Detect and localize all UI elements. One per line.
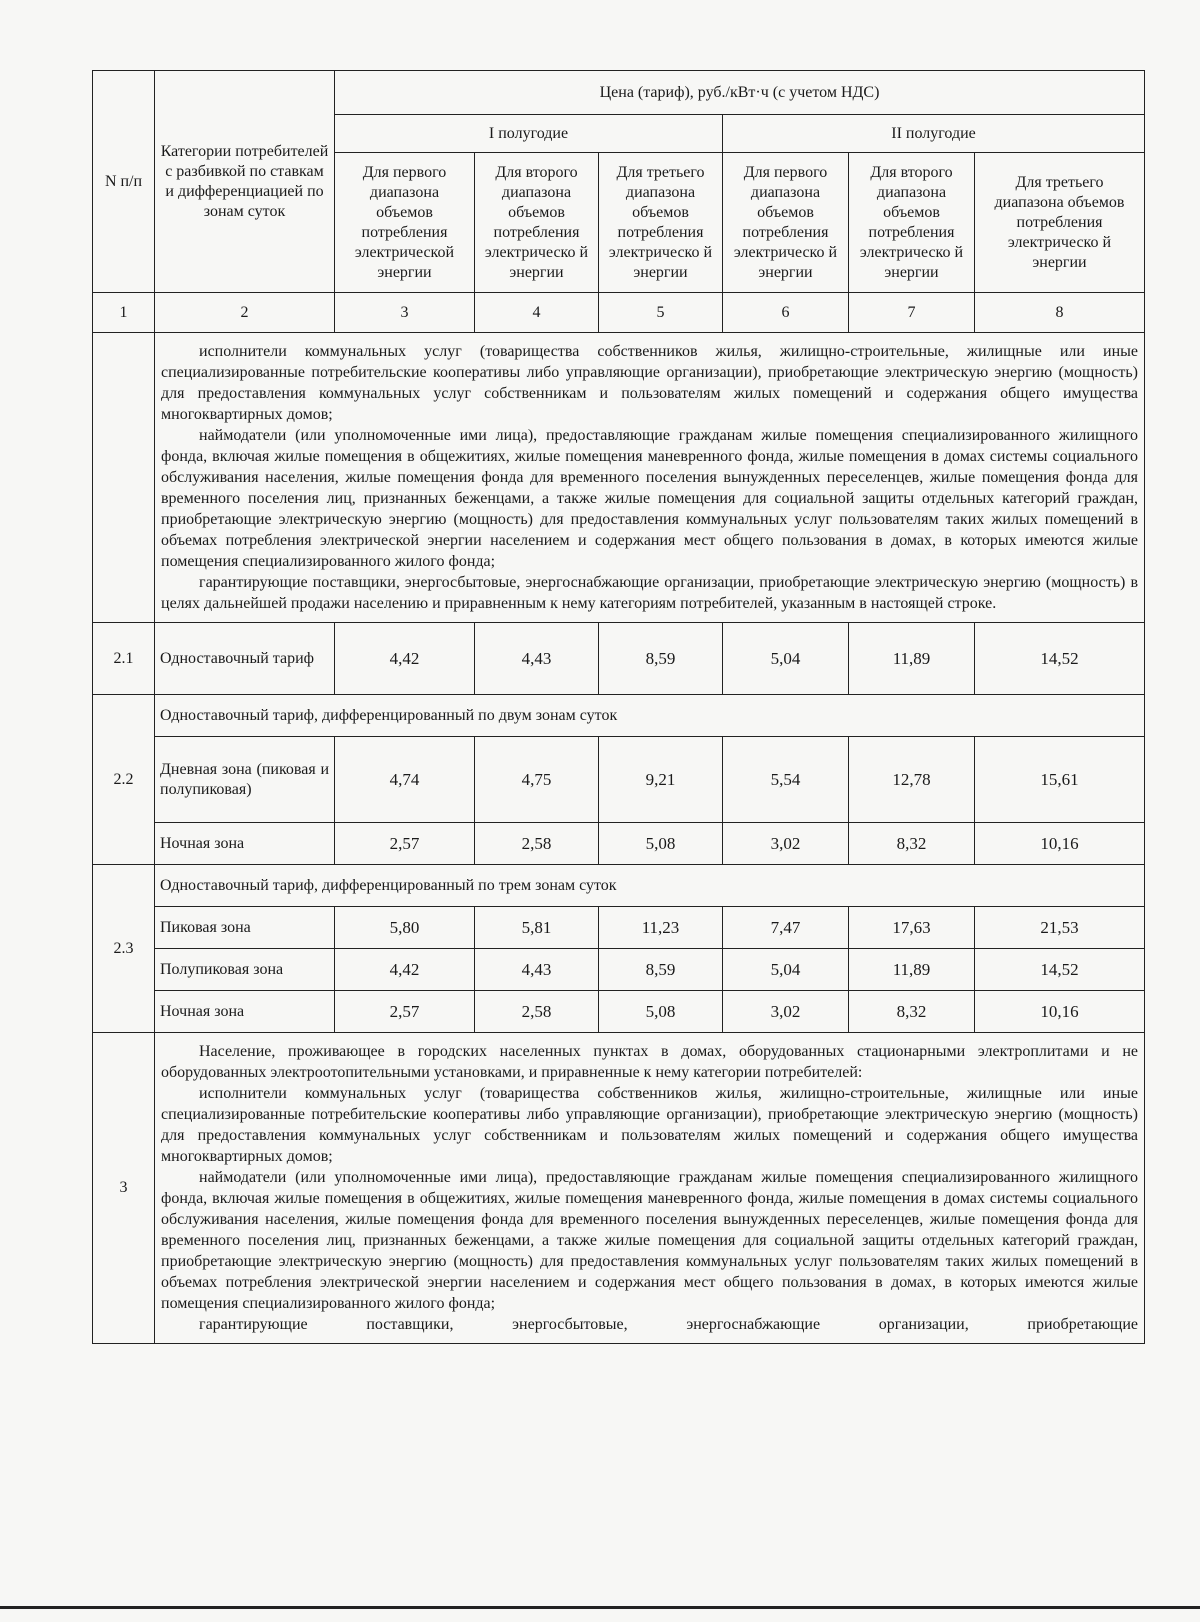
row-number: 2.1 bbox=[93, 623, 155, 695]
value-cell: 11,23 bbox=[599, 907, 723, 949]
value-cell: 15,61 bbox=[975, 737, 1145, 823]
value-cell: 5,08 bbox=[599, 991, 723, 1033]
value-cell: 21,53 bbox=[975, 907, 1145, 949]
row-number: 3 bbox=[93, 1033, 155, 1344]
value-cell: 4,43 bbox=[475, 949, 599, 991]
section-title: Одноставочный тариф, дифференцированный по двум зонам суток bbox=[155, 695, 1145, 737]
paragraph: Население, проживающее в городских населенных пунктах в домах, оборудованных стационарными электроплитами и не оборудованных электроотопительными установками, и приравненные к нему категории потребителей: bbox=[161, 1043, 1139, 1081]
value-cell: 2,58 bbox=[475, 991, 599, 1033]
block2-description-row bbox=[93, 333, 1145, 623]
value-cell: 4,42 bbox=[335, 623, 475, 695]
value-cell: 2,57 bbox=[335, 823, 475, 865]
column-number: 2 bbox=[155, 293, 335, 333]
value-cell: 7,47 bbox=[723, 907, 849, 949]
value-cell: 10,16 bbox=[975, 991, 1145, 1033]
value-cell: 4,42 bbox=[335, 949, 475, 991]
column-number: 6 bbox=[723, 293, 849, 333]
value-cell: 2,58 bbox=[475, 823, 599, 865]
value-cell: 5,04 bbox=[723, 623, 849, 695]
header-range-3: Для третьего диапазона объемов потребления электрическо й энергии bbox=[599, 153, 723, 293]
paragraph: гарантирующие поставщики, энергосбытовые, энергоснабжающие организации, приобретающие bbox=[199, 1316, 1139, 1333]
block2-description bbox=[155, 333, 1145, 623]
value-cell: 4,43 bbox=[475, 623, 599, 695]
row-label: Дневная зона (пиковая и полупиковая) bbox=[155, 737, 335, 823]
paragraph: наймодатели (или уполномоченные ими лица), предоставляющие гражданам жилые помещения специализированного жилищного фонда, включая жилые помещения в общежитиях, жилые помещения маневренного фонда, жилые помещения в домах системы социального обслуживания населения, жилые помещения фонда для временного поселения вынужденных переселенцев, жилые помещения фонда для временного поселения лиц, признанных беженцами, а также жилые помещения для социальной защиты отдельных категорий граждан, приобретающие электрическую энергию (мощность) для предоставления коммунальных услуг пользователям таких жилых помещений в объемах потребления электрической энергии населением и содержания мест общего пользования в домах, в которых имеются жилые помещения специализированного жилого фонда; bbox=[161, 1169, 1139, 1312]
value-cell: 11,89 bbox=[849, 623, 975, 695]
value-cell: 3,02 bbox=[723, 823, 849, 865]
block2-num-cell bbox=[93, 333, 155, 623]
row-label: Одноставочный тариф bbox=[155, 623, 335, 695]
table-row bbox=[93, 737, 1145, 823]
header-num: N п/п bbox=[93, 71, 155, 293]
header-range-2: Для второго диапазона объемов потребления электрическо й энергии bbox=[475, 153, 599, 293]
header-range-5: Для второго диапазона объемов потребления электрическо й энергии bbox=[849, 153, 975, 293]
header-half2: II полугодие bbox=[723, 115, 1145, 153]
paragraph: гарантирующие поставщики, энергосбытовые, энергоснабжающие организации, приобретающие электрическую энергию (мощность) в целях дальнейшей продажи населению и приравненным к нему категориям потребителей, указанным в настоящей строке. bbox=[161, 574, 1139, 612]
column-number: 3 bbox=[335, 293, 475, 333]
value-cell: 12,78 bbox=[849, 737, 975, 823]
value-cell: 9,21 bbox=[599, 737, 723, 823]
value-cell: 14,52 bbox=[975, 623, 1145, 695]
value-cell: 5,81 bbox=[475, 907, 599, 949]
value-cell: 4,75 bbox=[475, 737, 599, 823]
table-row bbox=[93, 865, 1145, 907]
header-range-6: Для третьего диапазона объемов потребления электрическо й энергии bbox=[975, 153, 1145, 293]
column-number: 4 bbox=[475, 293, 599, 333]
paragraph: исполнители коммунальных услуг (товарищества собственников жилья, жилищно-строительные, жилищные или иные специализированные потребительские кооперативы либо управляющие организации), приобретающие электрическую энергию (мощность) для предоставления коммунальных услуг собственникам и пользователям жилых помещений и содержания общего имущества многоквартирных домов; bbox=[161, 343, 1139, 423]
value-cell: 10,16 bbox=[975, 823, 1145, 865]
value-cell: 5,54 bbox=[723, 737, 849, 823]
block3-description-row bbox=[93, 1033, 1145, 1344]
value-cell: 5,08 bbox=[599, 823, 723, 865]
row-label: Ночная зона bbox=[155, 991, 335, 1033]
header-range-1: Для первого диапазона объемов потребления электрической энергии bbox=[335, 153, 475, 293]
row-label: Полупиковая зона bbox=[155, 949, 335, 991]
header-price: Цена (тариф), руб./кВт·ч (с учетом НДС) bbox=[335, 71, 1145, 115]
paragraph: наймодатели (или уполномоченные ими лица), предоставляющие гражданам жилые помещения специализированного жилищного фонда, включая жилые помещения в общежитиях, жилые помещения маневренного фонда, жилые помещения в домах системы социального обслуживания населения, жилые помещения фонда для временного поселения вынужденных переселенцев, жилые помещения фонда для временного поселения лиц, признанных беженцами, а также жилые помещения для социальной защиты отдельных категорий граждан, приобретающие электрическую энергию (мощность) для предоставления коммунальных услуг пользователям таких жилых помещений в объемах потребления электрической энергии населением и содержания мест общего пользования в домах, в которых имеются жилые помещения специализированного жилого фонда; bbox=[161, 427, 1139, 570]
value-cell: 3,02 bbox=[723, 991, 849, 1033]
column-number: 7 bbox=[849, 293, 975, 333]
row-label: Ночная зона bbox=[155, 823, 335, 865]
table-row bbox=[93, 823, 1145, 865]
value-cell: 2,57 bbox=[335, 991, 475, 1033]
row-number: 2.3 bbox=[93, 865, 155, 1033]
value-cell: 5,80 bbox=[335, 907, 475, 949]
row-label: Пиковая зона bbox=[155, 907, 335, 949]
tariff-table bbox=[92, 70, 1145, 1344]
table-row bbox=[93, 623, 1145, 695]
paragraph: исполнители коммунальных услуг (товарищества собственников жилья, жилищно-строительные, жилищные или иные специализированные потребительские кооперативы либо управляющие организации), приобретающие электрическую энергию (мощность) для предоставления коммунальных услуг собственникам и пользователям жилых помещений и содержания общего имущества многоквартирных домов; bbox=[161, 1085, 1139, 1165]
table-row bbox=[93, 907, 1145, 949]
value-cell: 4,74 bbox=[335, 737, 475, 823]
value-cell: 5,04 bbox=[723, 949, 849, 991]
block3-description bbox=[155, 1033, 1145, 1344]
column-number: 8 bbox=[975, 293, 1145, 333]
header-range-4: Для первого диапазона объемов потребления электрическо й энергии bbox=[723, 153, 849, 293]
value-cell: 14,52 bbox=[975, 949, 1145, 991]
header-half1: I полугодие bbox=[335, 115, 723, 153]
column-number: 1 bbox=[93, 293, 155, 333]
value-cell: 8,32 bbox=[849, 823, 975, 865]
column-number-row bbox=[93, 293, 1145, 333]
table-row bbox=[93, 949, 1145, 991]
value-cell: 8,32 bbox=[849, 991, 975, 1033]
value-cell: 17,63 bbox=[849, 907, 975, 949]
value-cell: 8,59 bbox=[599, 623, 723, 695]
row-number: 2.2 bbox=[93, 695, 155, 865]
header-category: Категории потребителей с разбивкой по ставкам и дифференциацией по зонам суток bbox=[155, 71, 335, 293]
table-row bbox=[93, 991, 1145, 1033]
value-cell: 11,89 bbox=[849, 949, 975, 991]
value-cell: 8,59 bbox=[599, 949, 723, 991]
table-row bbox=[93, 695, 1145, 737]
section-title: Одноставочный тариф, дифференцированный по трем зонам суток bbox=[155, 865, 1145, 907]
column-number: 5 bbox=[599, 293, 723, 333]
scan-edge-line bbox=[0, 1606, 1200, 1609]
